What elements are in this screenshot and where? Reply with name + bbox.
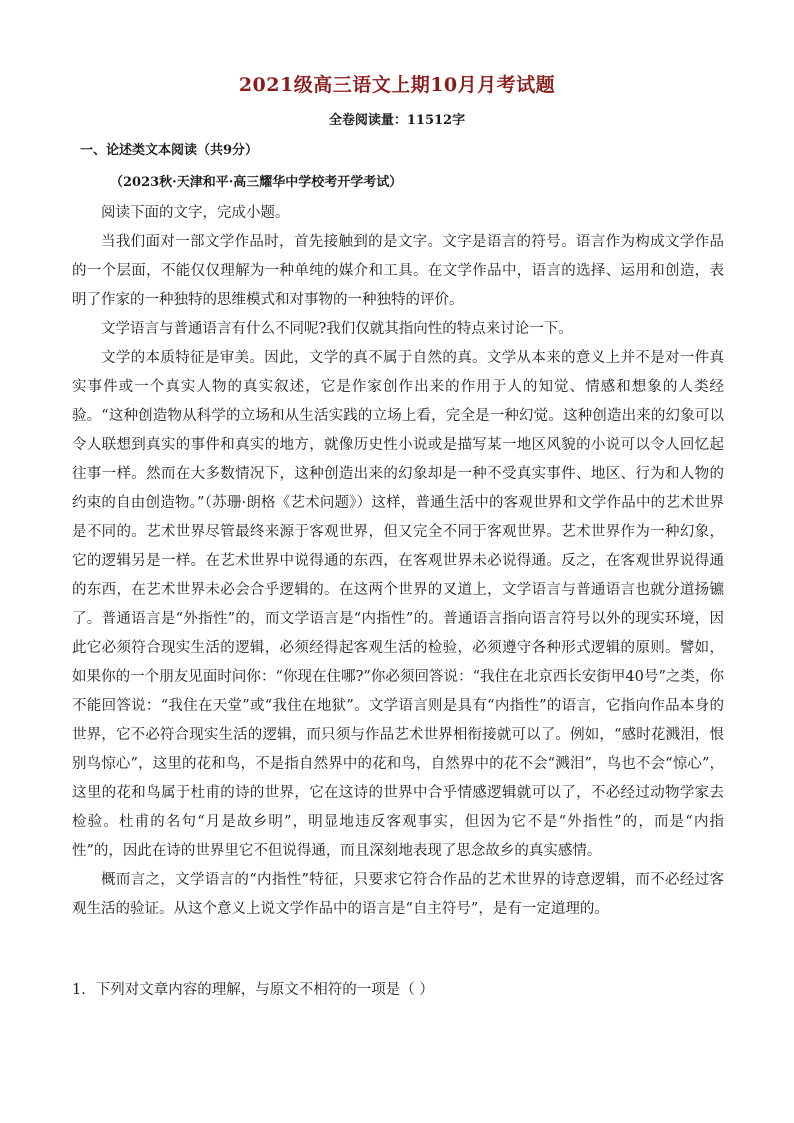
paragraph: 概而言之，文学语言的“内指性”特征，只要求它符合作品的艺术世界的诗意逻辑，而不必经过客观生活的验证。从这个意义上说文学作品中的语言是“自主符号”，是有一定道理的。 xyxy=(72,872,724,917)
question-source: （2023秋·天津和平·高三耀华中学校考开学考试） xyxy=(110,175,403,190)
section-heading: 一、论述类文本阅读（共9分） xyxy=(80,143,259,158)
exam-title: 2021级高三语文上期10月月考试题 xyxy=(238,74,556,96)
paragraph: 当我们面对一部文学作品时，首先接触到的是文字。文字是语言的符号。语言作为构成文学作品的一个层面，不能仅仅理解为一种单纯的媒介和工具。在文学作品中，语言的选择、运用和创造，表明了作家的一种独特的思维模式和对事物的一种独特的评价。 xyxy=(72,234,724,308)
reading-count: 全卷阅读量：11512字 xyxy=(328,113,466,128)
paragraph: 文学语言与普通语言有什么不同呢?我们仅就其指向性的特点来讨论一下。 xyxy=(101,321,573,337)
question-1: 1．下列对文章内容的理解，与原文不相符的一项是（ ） xyxy=(72,982,434,998)
passage-body xyxy=(72,199,724,924)
paragraph-instruction: 阅读下面的文字，完成小题。 xyxy=(101,205,290,221)
paragraph: 文学的本质特征是审美。因此，文学的真不属于自然的真。文学从本来的意义上并不是对一件真实事件或一个真实人物的真实叙述，它是作家创作出来的作用于人的知觉、情感和想象的人类经验。“这种创造物从科学的立场和从生活实践的立场上看，完全是一种幻觉。这种创造出来的幻象可以令人联想到真实的事件和真实的地方，就像历史性小说或是描写某一地区风貌的小说可以令人回忆起往事一样。然而在大多数情况下，这种创造出来的幻象却是一种不受真实事件、地区、行为和人物的约束的自由创造物。”（苏珊·朗格《艺术问题》）这样，普通生活中的客观世界和文学作品中的艺术世界是不同的。艺术世界尽管最终来源于客观世界，但又完全不同于客观世界。艺术世界作为一种幻象，它的逻辑另是一样。在艺术世界中说得通的东西，在客观世界未必说得通。反之，在客观世界说得通的东西，在艺术世界未必会合乎逻辑的。在这两个世界的叉道上，文学语言与普通语言也就分道扬镳了。普通语言是“外指性”的，而文学语言是“内指性”的。普通语言指向语言符号以外的现实环境，因此它必须符合现实生活的逻辑，必须经得起客观生活的检验，必须遵守各种形式逻辑的原则。譬如，如果你的一个朋友见面时问你：“你现在住哪?”你必须回答说：“我住在北京西长安街甲40号”之类，你不能回答说：“我住在天堂”或“我住在地狱”。文学语言则是具有“内指性”的语言，它指向作品本身的世界，它不必符合现实生活的逻辑，而只须与作品艺术世界相衔接就可以了。例如，“感时花溅泪，恨别鸟惊心”，这里的花和鸟，不是指自然界中的花和鸟，自然界中的花不会“溅泪”，鸟也不会“惊心”，这里的花和鸟属于杜甫的诗的世界，它在这诗的世界中合乎情感逻辑就可以了，不必经过动物学家去检验。杜甫的名句“月是故乡明”，明显地违反客观事实，但因为它不是“外指性”的，而是“内指性”的，因此在诗的世界里它不但说得通，而且深刻地表现了思念故乡的真实感情。 xyxy=(72,350,724,859)
